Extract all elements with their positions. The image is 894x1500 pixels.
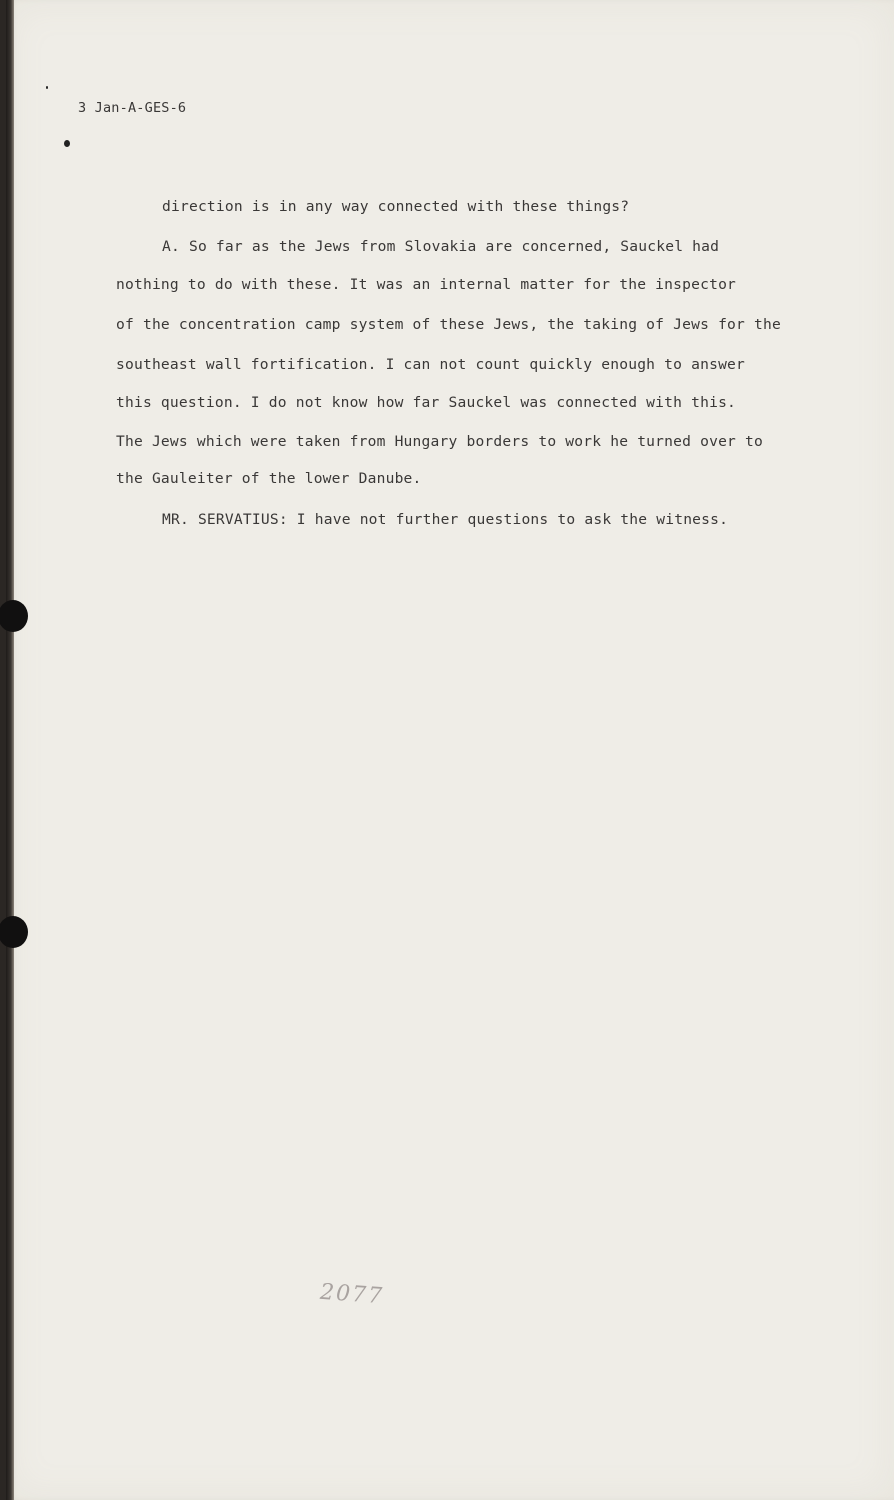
text-line-7: The Jews which were taken from Hungary borders to work he turned over to [116,433,764,450]
text-line-6: this question. I do not know how far Sauckel was connected with this. [116,394,737,411]
text-line-8: the Gauleiter of the lower Danube. [116,470,422,487]
speaker-line: MR. SERVATIUS: I have not further questions to ask the witness. [162,511,729,528]
text-line-2: A. So far as the Jews from Slovakia are concerned, Sauckel had [162,238,720,255]
page-binding-edge [6,0,14,1500]
ink-mark [64,140,70,147]
punch-hole-top [0,600,28,632]
header-reference: 3 Jan-A-GES-6 [78,100,187,116]
text-line-1: direction is in any way connected with these things? [162,198,630,215]
punch-hole-bottom [0,916,28,948]
document-page [6,0,894,1500]
text-line-3: nothing to do with these. It was an internal matter for the inspector [116,276,737,293]
ink-speck [46,86,48,89]
text-line-4: of the concentration camp system of these Jews, the taking of Jews for the [116,316,781,333]
handwritten-page-number: 2077 [319,1279,385,1310]
text-line-5: southeast wall fortification. I can not count quickly enough to answer [116,356,746,373]
